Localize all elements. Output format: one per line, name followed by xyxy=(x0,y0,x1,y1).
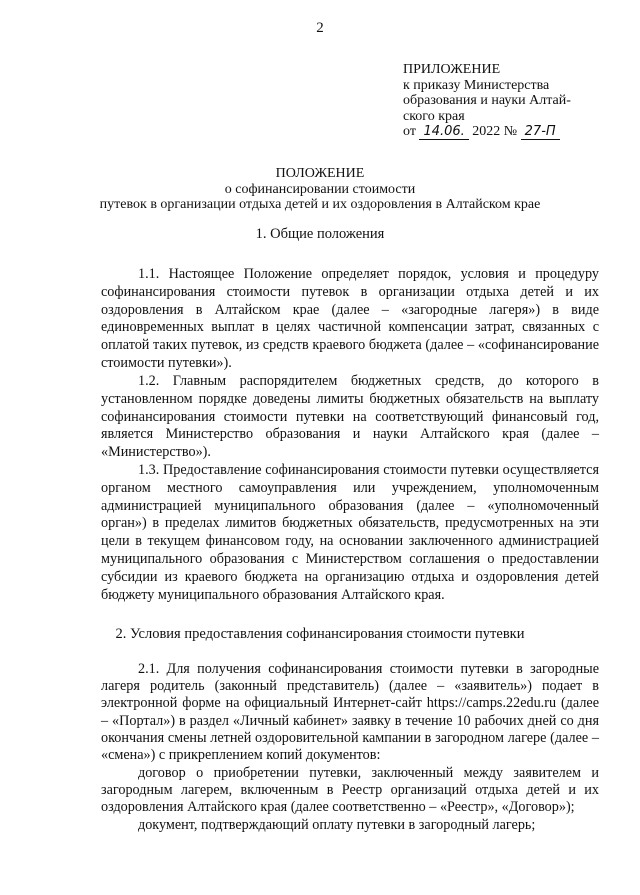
appendix-line: образования и науки Алтай- xyxy=(403,93,571,108)
appendix-line: к приказу Министерства xyxy=(403,77,550,93)
date-prefix: от xyxy=(403,124,416,139)
year-number-label: 2022 № xyxy=(472,124,518,139)
title-line: о софинансировании стоимости xyxy=(224,181,416,197)
paragraph-1-3: 1.3. Предоставление софинансирования стоимости путевки осуществляется органом местного самоуправления или учреждением, уполномоченным администрацией муниципального образования (далее – «уполномоченный орган») в пределах лимитов бюджетных обязательств, предусмотренных на эти цели в текущем финансовом году, на основании заключенного администрацией муниципального образования с Министерством соглашения о предоставлении субсидии из краевого бюджета на организацию отдыха и оздоровления детей бюджету муниципального образования Алтайского края. xyxy=(101,462,599,603)
title-line: путевок в организации отдыха детей и их оздоровления в Алтайском крае xyxy=(99,197,541,212)
title-heading: ПОЛОЖЕНИЕ xyxy=(275,166,365,181)
paragraph-1-2: 1.2. Главным распорядителем бюджетных средств, до которого в установленном порядке доведены лимиты бюджетных обязательств на выплату софинансирования стоимости путевки на соответствующий финансовый год, является Министерство образования и науки Алтайского края (далее – «Министерство»). xyxy=(101,373,599,461)
paragraph-1-1: 1.1. Настоящее Положение определяет порядок, условия и процедуру софинансирования стоимости путевок в организации отдыха детей и их оздоровления в Алтайском крае (далее – «загородные лагеря») в виде единовременных выплат в целях частичной компенсации затрат, связанных с оплатой таких путевок, из средств краевого бюджета (далее – «софинансирование стоимости путевки»). xyxy=(101,266,599,371)
appendix-block xyxy=(403,62,613,140)
handwritten-order-number: 27-П xyxy=(521,124,560,140)
section-1-heading: 1. Общие положения xyxy=(255,226,385,242)
section-2-heading: 2. Условия предоставления софинансирования стоимости путевки xyxy=(115,626,525,642)
appendix-line: ского края xyxy=(403,108,465,124)
page-number: 2 xyxy=(316,20,324,36)
document-title xyxy=(0,166,640,213)
paragraph-2-1-item-contract: договор о приобретении путевки, заключенный между заявителем и загородным лагерем, включенным в Реестр организаций отдыха детей и их оздоровления Алтайского края (далее соответственно – «Реестр», «Договор»); xyxy=(101,765,599,816)
handwritten-date: 14.06. xyxy=(419,124,468,140)
paragraph-2-1: 2.1. Для получения софинансирования стоимости путевки в загородные лагеря родитель (законный представитель) (далее – «заявитель») подает в электронной форме на официальный Интернет-сайт https://camps.22edu.ru (далее – «Портал») в раздел «Личный кабинет» заявку в течение 10 рабочих дней со дня окончания смены летней оздоровительной кампании в загородном лагере (далее – «смена») с прикреплением копий документов: xyxy=(101,661,599,764)
paragraph-2-1-item-payment: документ, подтверждающий оплату путевки в загородный лагерь; xyxy=(138,817,536,833)
appendix-title: ПРИЛОЖЕНИЕ xyxy=(403,62,501,77)
appendix-date-line xyxy=(403,124,613,140)
